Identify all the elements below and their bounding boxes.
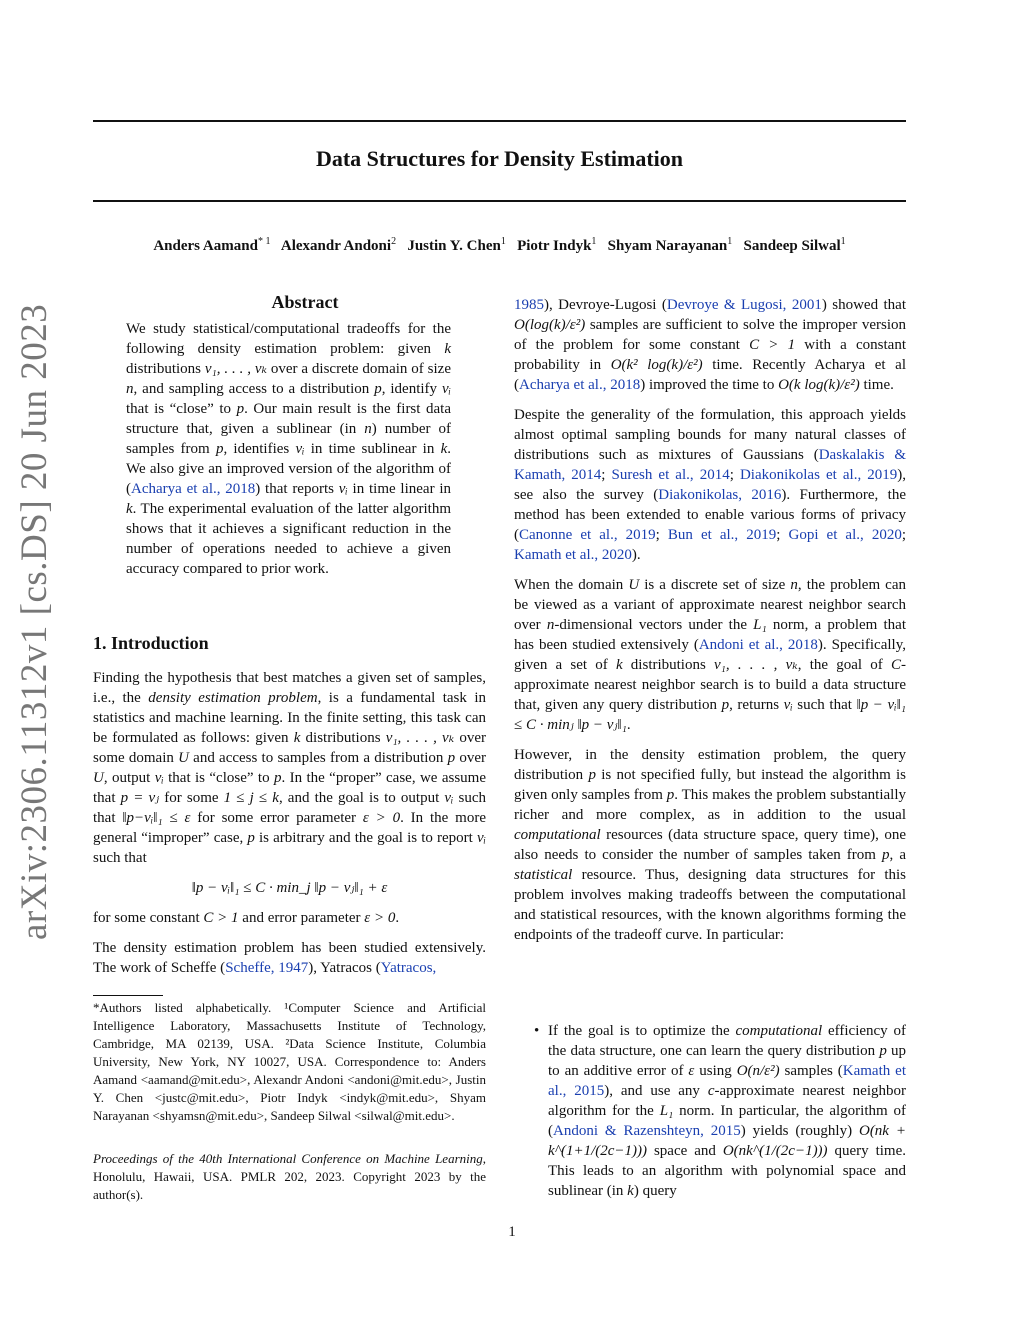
right-paragraph-4: However, in the density estimation problem, the query distribution p is not specified fully, but instead the algorithm is given only samples from p. This makes the problem substantially richer and more complex, as in addition to the usual computational resources (data structure space, query time), one also needs to consider the number of samples taken from p, a statistical resource. Thus, designing data structures for this problem involves making tradeoffs between the computational and statistical resources, with the known algorithms forming the endpoints of the tradeoff curve. In particular: <box>514 747 907 943</box>
arxiv-stamp: arXiv:2306.11312v1 [cs.DS] 20 Jun 2023 <box>14 303 55 940</box>
right-paragraph-2: Despite the generality of the formulation, this approach yields almost optimal sampling bounds for many natural classes of distributions such as mixtures of Gaussians (Daskalakis & Kamath, 2014; Suresh et al., 2014; Diakonikolas et al., 2019), see also the survey (Diakonikolas, 2016). Furthermore, the method has been extended to enable various forms of privacy (Canonne et al., 2019; Bun et al., 2019; Gopi et al., 2020; Kamath et al., 2020). <box>514 407 907 563</box>
author-name: Alexandr Andoni <box>280 238 392 254</box>
bullet-icon: • <box>534 1023 540 1039</box>
author-affil: 1 <box>840 236 846 247</box>
citation-link[interactable]: Bun et al., 2019 <box>667 527 777 543</box>
title-bottom-rule <box>93 200 906 202</box>
author-affil: 1 <box>500 236 506 247</box>
display-equation: ‖p − vᵢ‖₁ ≤ C · min_j ‖p − vⱼ‖₁ + ε <box>191 880 388 896</box>
citation-link[interactable]: Canonne et al., 2019 <box>519 527 656 543</box>
bullet-text: If the goal is to optimize the computational efficiency of the data structure, one can learn the query distribution p up to an additive error of ε using O(n/ε²) samples (Kamath et al., 2015), and use any c-approximate nearest neighbor algorithm for the L₁ norm. In particular, the algorithm of (Andoni & Razenshteyn, 2015) yields (roughly) O(nk + k^(1+1/(2c−1))) space and O(nk^(1/(2c−1))) query time. This leads to an algorithm with polynomial space and sublinear (in k) query <box>548 1023 907 1199</box>
bullet-item <box>534 1021 906 1201</box>
author-affil: * 1 <box>257 236 271 247</box>
citation-link[interactable]: Yatracos, <box>380 960 437 976</box>
section-heading-introduction: 1. Introduction <box>93 633 209 653</box>
right-column <box>514 295 906 955</box>
top-rule <box>93 120 906 122</box>
citation-link[interactable]: Scheffe, 1947 <box>225 960 309 976</box>
right-paragraph-1: 1985), Devroye-Lugosi (Devroye & Lugosi, 2001) showed that O(log(k)/ε²) samples are sufficient to solve the improper version of the problem for some constant C > 1 with a constant probability in O(k² log(k)/ε²) time. Recently Acharya et al (Acharya et al., 2018) improved the time to O(k log(k)/ε²) time. <box>514 297 906 393</box>
paper-title: Data Structures for Density Estimation <box>315 146 684 171</box>
citation-link[interactable]: Acharya et al., 2018 <box>519 377 641 393</box>
abstract-body <box>126 319 451 579</box>
author-affil: 1 <box>591 236 597 247</box>
citation-link[interactable]: Devroye & Lugosi, 2001 <box>666 297 822 313</box>
intro-paragraph-3: The density estimation problem has been studied extensively. The work of Scheffe (Scheffe, 1947), Yatracos (Yatracos, <box>93 940 486 976</box>
abstract-heading: Abstract <box>271 292 339 312</box>
citation-link[interactable]: Diakonikolas, 2016 <box>658 487 782 503</box>
citation-link[interactable]: Kamath et al., 2015 <box>548 1063 906 1099</box>
right-paragraph-3: When the domain U is a discrete set of size n, the problem can be viewed as a variant of approximate nearest neighbor search over n-dimensional vectors under the L₁ norm, a problem that has been studied extensively (Andoni et al., 2018). Specifically, given a set of k distributions v₁, . . . , vₖ, the goal of C-approximate nearest neighbor search is to build a data structure that, given any query distribution p, returns vᵢ such that ‖p − vᵢ‖₁ ≤ C · minⱼ ‖p − vⱼ‖₁. <box>514 577 906 733</box>
author-affil: 2 <box>391 236 397 247</box>
author-name: Sandeep Silwal <box>743 238 841 254</box>
introduction-body <box>93 668 486 988</box>
citation-link[interactable]: 1985 <box>514 297 544 313</box>
abstract-paragraph: We study statistical/computational tradeoffs for the following density estimation problem: given k distributions v₁, . . . , vₖ over a discrete domain of size n, and sampling access to a distribution p, identify vᵢ that is “close” to p. Our main result is the first data structure that, given a sublinear (in n) number of samples from p, identifies vᵢ in time sublinear in k. We also give an improved version of the algorithm of (Acharya et al., 2018) that reports vᵢ in time linear in k. The experimental evaluation of the latter algorithm shows that it achieves a significant reduction in the number of operations needed to achieve a given accuracy compared to prior work. <box>126 321 452 577</box>
author-list <box>93 236 906 255</box>
citation-link[interactable]: Suresh et al., 2014 <box>611 467 730 483</box>
citation-link[interactable]: Kamath et al., 2020 <box>514 547 632 563</box>
citation-link[interactable]: Andoni & Razenshteyn, 2015 <box>553 1123 741 1139</box>
citation-link[interactable]: Diakonikolas et al., 2019 <box>739 467 898 483</box>
proceedings-note: Proceedings of the 40th International Conference on Machine Learning, Honolulu, Hawaii, USA. PMLR 202, 2023. Copyright 2023 by the author(s). <box>93 1151 486 1202</box>
intro-paragraph-1: Finding the hypothesis that best matches a given set of samples, i.e., the density estimation problem, is a fundamental task in statistics and machine learning. In the finite setting, this task can be formulated as follows: given k distributions v₁, . . . , vₖ over some domain U and access to samples from a distribution p over U, output vᵢ that is “close” to p. In the “proper” case, we assume that p = vⱼ for some 1 ≤ j ≤ k, and the goal is to output vᵢ such that ‖p−vᵢ‖₁ ≤ ε for some error parameter ε > 0. In the more general “improper” case, p is arbitrary and the goal is to report vᵢ such that <box>93 670 487 866</box>
citation-link[interactable]: Andoni et al., 2018 <box>698 637 818 653</box>
footnote: *Authors listed alphabetically. ¹Computer Science and Artificial Intelligence Laboratory, Massachusetts Institute of Technology, Cambridge, MA 02139, USA. ²Data Science Institute, Columbia University, New York, NY 10027, USA. Correspondence to: Anders Aamand <aamand@mit.edu>, Alexandr Andoni <andoni@mit.edu>, Justin Y. Chen <justc@mit.edu>, Piotr Indyk <indyk@mit.edu>, Shyam Narayanan <shyamsn@mit.edu>, Sandeep Silwal <silwal@mit.edu>. <box>93 1000 486 1123</box>
author-name: Justin Y. Chen <box>407 238 501 254</box>
citation-link[interactable]: Daskalakis & Kamath, 2014 <box>514 447 907 483</box>
citation-link[interactable]: Gopi et al., 2020 <box>788 527 902 543</box>
citation-link[interactable]: Acharya et al., 2018 <box>131 481 256 497</box>
author-name: Piotr Indyk <box>517 238 592 254</box>
footnote-rule <box>93 995 163 996</box>
intro-paragraph-2: for some constant C > 1 and error parameter ε > 0. <box>93 910 400 926</box>
author-name: Anders Aamand <box>153 238 258 254</box>
page-number: 1 <box>508 1224 516 1240</box>
author-name: Shyam Narayanan <box>607 238 728 254</box>
author-affil: 1 <box>727 236 733 247</box>
